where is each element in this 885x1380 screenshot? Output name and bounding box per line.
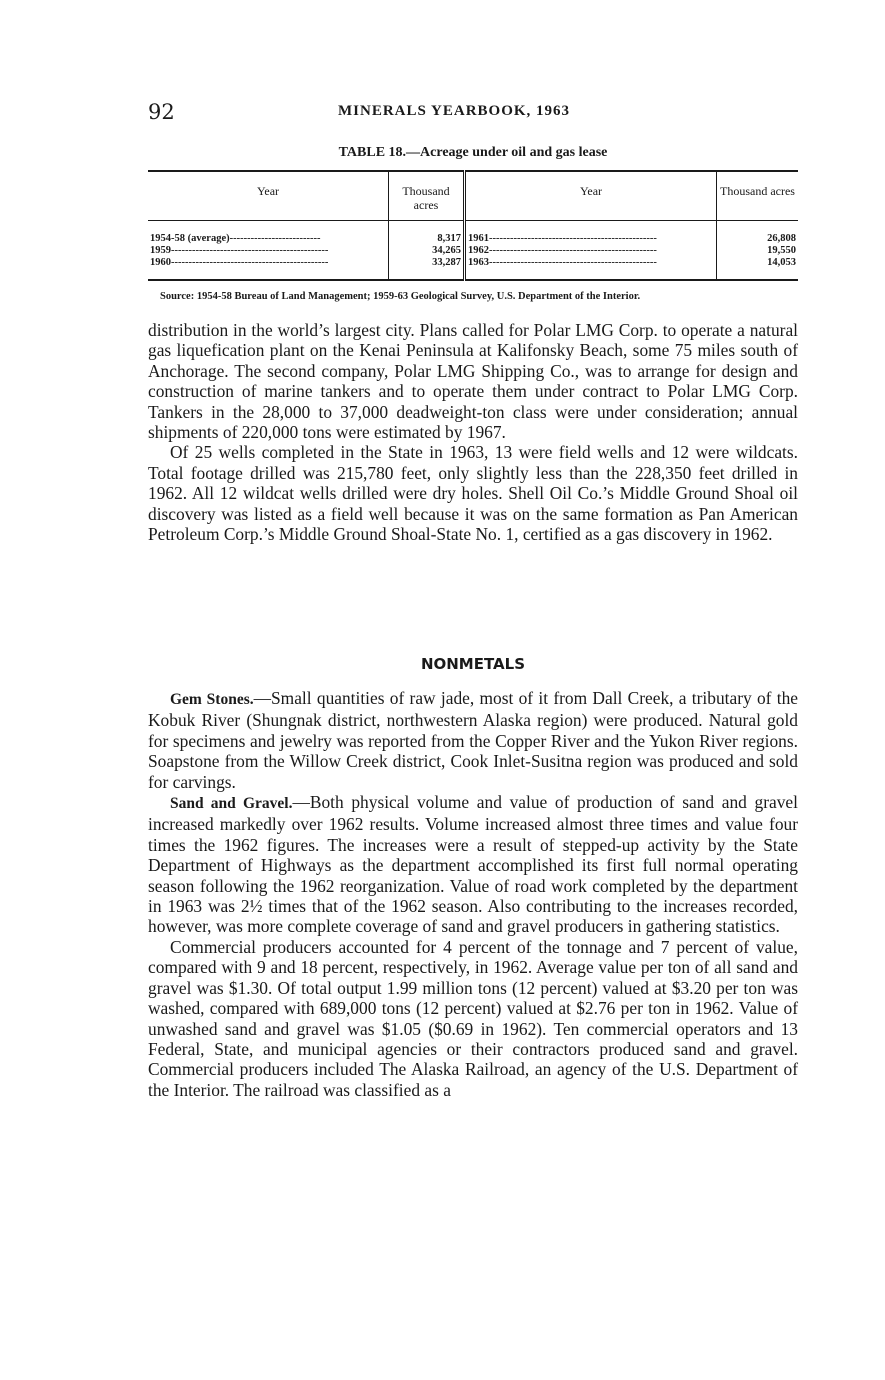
sand-gravel-text: —Both physical volume and value of production of sand and gravel increased markedly over 1962 results. Volume increased almost three times and value four times the 1962 figures. The increases were a result of stepped-up activity by the State Department of Highways as the department accomplished its first full normal operating season following the 1962 reorganization. Value of road work completed by the department in 1963 was 2½ times that of the 1962 season. Also contributing to the increases recorded, however, was more complete coverage of sand and gravel producers in gathering statistics. <box>148 792 798 937</box>
column-header-acres-2: Thousand acres <box>717 171 799 221</box>
running-header <box>148 100 798 126</box>
paragraph-commercial: Commercial producers accounted for 4 percent of the tonnage and 7 percent of value, compared with 9 and 18 percent, respectively, in 1962. Average value per ton of all sand and gravel was $1.30. Of total output 1.99 million tons (12 percent) valued at $3.20 per ton was washed, compared with 689,000 tons (12 percent) valued at $2.76 per ton in 1962. Value of unwashed sand and gravel was $1.05 ($0.69 in 1962). Ten commercial operators and 13 Federal, State, and municipal agencies or their contractors produced sand and gravel. Commercial producers included The Alaska Railroad, an agency of the U.S. Department of the Interior. The railroad was classified as a <box>148 936 798 1100</box>
section-heading: NONMETALS <box>420 655 526 673</box>
table-row: 1954-58 (average)-------------------------- 8,317 1961------------------------------------------------ 26,808 <box>148 221 798 246</box>
year-cell: 1954-58 (average) <box>150 233 230 244</box>
table-row: 1960--------------------------------------------- 33,287 1963------------------------------------------------ 14,053 <box>148 257 798 280</box>
body-text-top <box>148 320 798 544</box>
acres-cell: 26,808 <box>717 221 799 246</box>
table-row: 1959--------------------------------------------- 34,265 1962------------------------------------------------ 19,550 <box>150 245 796 256</box>
paragraph-gem-stones <box>148 688 798 792</box>
acres-cell: 34,265 <box>389 245 465 257</box>
table-header-row <box>148 171 798 221</box>
acres-cell: 14,053 <box>717 257 799 280</box>
year-cell: 1963 <box>468 257 489 268</box>
table-caption: TABLE 18.—Acreage under oil and gas lease <box>338 145 608 160</box>
body-text-nonmetals <box>148 688 798 1100</box>
acres-cell: 33,287 <box>389 257 465 280</box>
table-source-note: Source: 1954-58 Bureau of Land Management; 1959-63 Geological Survey, U.S. Department of the Interior. <box>160 291 641 302</box>
column-header-year: Year <box>148 171 389 221</box>
column-header-year-2: Year <box>465 171 717 221</box>
gem-stones-text: —Small quantities of raw jade, most of it from Dall Creek, a tributary of the Kobuk River (Shungnak district, northwestern Alaska region) were produced. Natural gold for specimens and jewelry was reported from the Copper River and the Yukon River regions. Soapstone from the Willow Creek district, Cook Inlet-Susitna region was produced and sold for carvings. <box>148 688 798 792</box>
year-cell: 1959 <box>150 245 171 256</box>
column-header-acres: Thousand acres <box>389 171 465 221</box>
paragraph-lmg: distribution in the world’s largest city. Plans called for Polar LMG Corp. to operate a natural gas liquefication plant on the Kenai Peninsula at Kalifonsky Beach, some 75 miles south of Anchorage. The second company, Polar LMG Shipping Co., was to arrange for design and construction of marine tankers and to operate them under contract to Polar LMG Corp. Tankers in the 28,000 to 37,000 deadweight-ton class were under consideration; annual shipments of 220,000 tons were estimated by 1967. <box>148 320 798 443</box>
paragraph-wells: Of 25 wells completed in the State in 1963, 13 were field wells and 12 were wildcats. Total footage drilled was 215,780 feet, only slightly less than the 228,350 feet drilled in 1962. All 12 wildcat wells drilled were dry holes. Shell Oil Co.’s Middle Ground Shoal oil discovery was listed as a field well because it was on the same formation as Pan American Petroleum Corp.’s Middle Ground Shoal-State No. 1, certified as a gas discovery in 1962. <box>148 442 798 545</box>
year-cell: 1962 <box>468 245 489 256</box>
running-title: MINERALS YEARBOOK, 1963 <box>338 103 571 119</box>
paragraph-sand-gravel <box>148 792 798 937</box>
acres-cell: 8,317 <box>389 221 465 246</box>
year-cell: 1961 <box>468 233 489 244</box>
run-in-heading-gem-stones: Gem Stones. <box>170 691 254 708</box>
year-cell: 1960 <box>150 257 171 268</box>
acres-cell: 19,550 <box>717 245 799 257</box>
acreage-table <box>148 170 798 281</box>
run-in-heading-sand-gravel: Sand and Gravel. <box>170 795 293 813</box>
page-number: 92 <box>148 100 175 124</box>
